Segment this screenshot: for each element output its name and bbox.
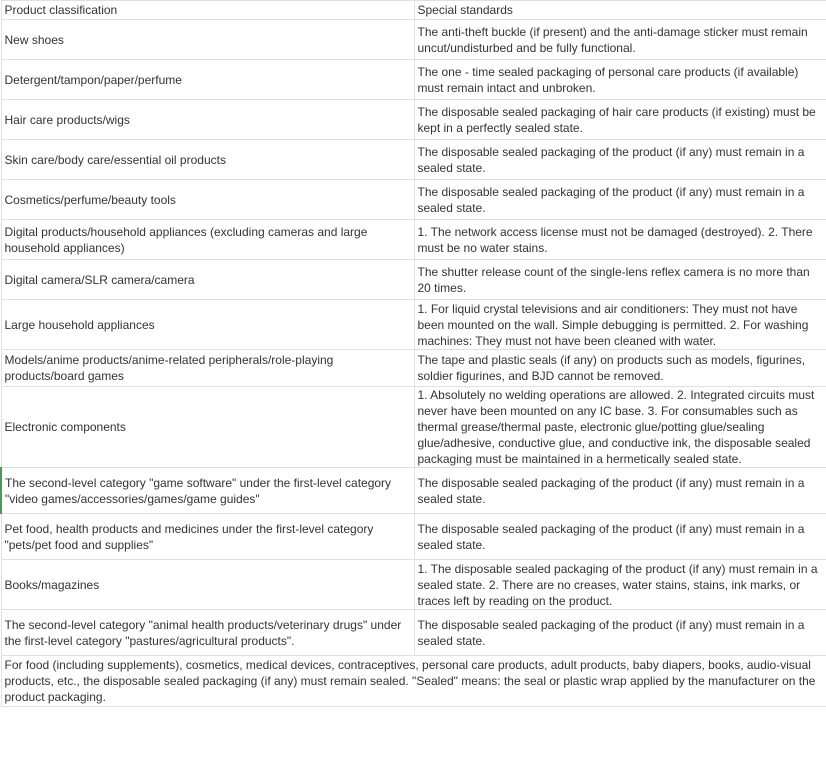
standard-cell: 1. For liquid crystal televisions and air conditioners: They must not have been mounted on the wall. Simple debugging is permitted. 2. For washing machines: They must not have been cleaned with water. [414,300,826,350]
standard-cell: The disposable sealed packaging of hair care products (if existing) must be kept in a perfectly sealed state. [414,100,826,140]
category-cell: Skin care/body care/essential oil products [1,140,414,180]
category-cell: Electronic components [1,387,414,468]
table-row [1,260,826,300]
standard-cell: The disposable sealed packaging of the product (if any) must remain in a sealed state. [414,610,826,656]
table-row [1,100,826,140]
table-row [1,20,826,60]
footnote-row [1,656,826,707]
table-row [1,468,826,514]
standard-cell: The shutter release count of the single-lens reflex camera is no more than 20 times. [414,260,826,300]
table-row [1,560,826,610]
header-product-classification: Product classification [1,1,414,20]
standard-cell: The disposable sealed packaging of the product (if any) must remain in a sealed state. [414,140,826,180]
standard-cell: The disposable sealed packaging of the product (if any) must remain in a sealed state. [414,180,826,220]
table-row [1,60,826,100]
table-header-row [1,1,826,20]
standard-cell: The one - time sealed packaging of personal care products (if available) must remain intact and unbroken. [414,60,826,100]
table-row [1,387,826,468]
category-cell: Pet food, health products and medicines under the first-level category "pets/pet food and supplies" [1,514,414,560]
standard-cell: The disposable sealed packaging of the product (if any) must remain in a sealed state. [414,468,826,514]
category-cell: The second-level category "animal health products/veterinary drugs" under the first-level category "pastures/agricultural products". [1,610,414,656]
category-cell: Detergent/tampon/paper/perfume [1,60,414,100]
standard-cell: 1. Absolutely no welding operations are allowed. 2. Integrated circuits must never have been mounted on any IC base. 3. For consumables such as thermal grease/thermal paste, electronic glue/potting glue/sealing glue/adhesive, conductive glue, and conductive ink, the disposable sealed packaging must be maintained in a hermetically sealed state. [414,387,826,468]
category-cell: Large household appliances [1,300,414,350]
footnote-cell: For food (including supplements), cosmetics, medical devices, contraceptives, personal care products, adult products, baby diapers, books, audio-visual products, etc., the disposable sealed packaging (if any) must remain sealed. "Sealed" means: the seal or plastic wrap applied by the manufacturer on the product packaging. [1,656,826,707]
category-cell: Hair care products/wigs [1,100,414,140]
table-row [1,350,826,387]
table-row [1,220,826,260]
category-cell: Books/magazines [1,560,414,610]
standard-cell: The anti-theft buckle (if present) and the anti-damage sticker must remain uncut/undisturbed and be fully functional. [414,20,826,60]
header-special-standards: Special standards [414,1,826,20]
standard-cell: 1. The disposable sealed packaging of the product (if any) must remain in a sealed state. 2. There are no creases, water stains, stains, ink marks, or traces left by reading on the product. [414,560,826,610]
category-cell: Models/anime products/anime-related peripherals/role-playing products/board games [1,350,414,387]
table-row [1,610,826,656]
standard-cell: The tape and plastic seals (if any) on products such as models, figurines, soldier figurines, and BJD cannot be removed. [414,350,826,387]
table-row [1,514,826,560]
standard-cell: 1. The network access license must not be damaged (destroyed). 2. There must be no water stains. [414,220,826,260]
category-cell: The second-level category "game software" under the first-level category "video games/accessories/games/game guides" [1,468,414,514]
table-row [1,180,826,220]
table-row [1,300,826,350]
category-cell: New shoes [1,20,414,60]
standard-cell: The disposable sealed packaging of the product (if any) must remain in a sealed state. [414,514,826,560]
table-row [1,140,826,180]
category-cell: Digital products/household appliances (excluding cameras and large household appliances) [1,220,414,260]
category-cell: Digital camera/SLR camera/camera [1,260,414,300]
category-cell: Cosmetics/perfume/beauty tools [1,180,414,220]
